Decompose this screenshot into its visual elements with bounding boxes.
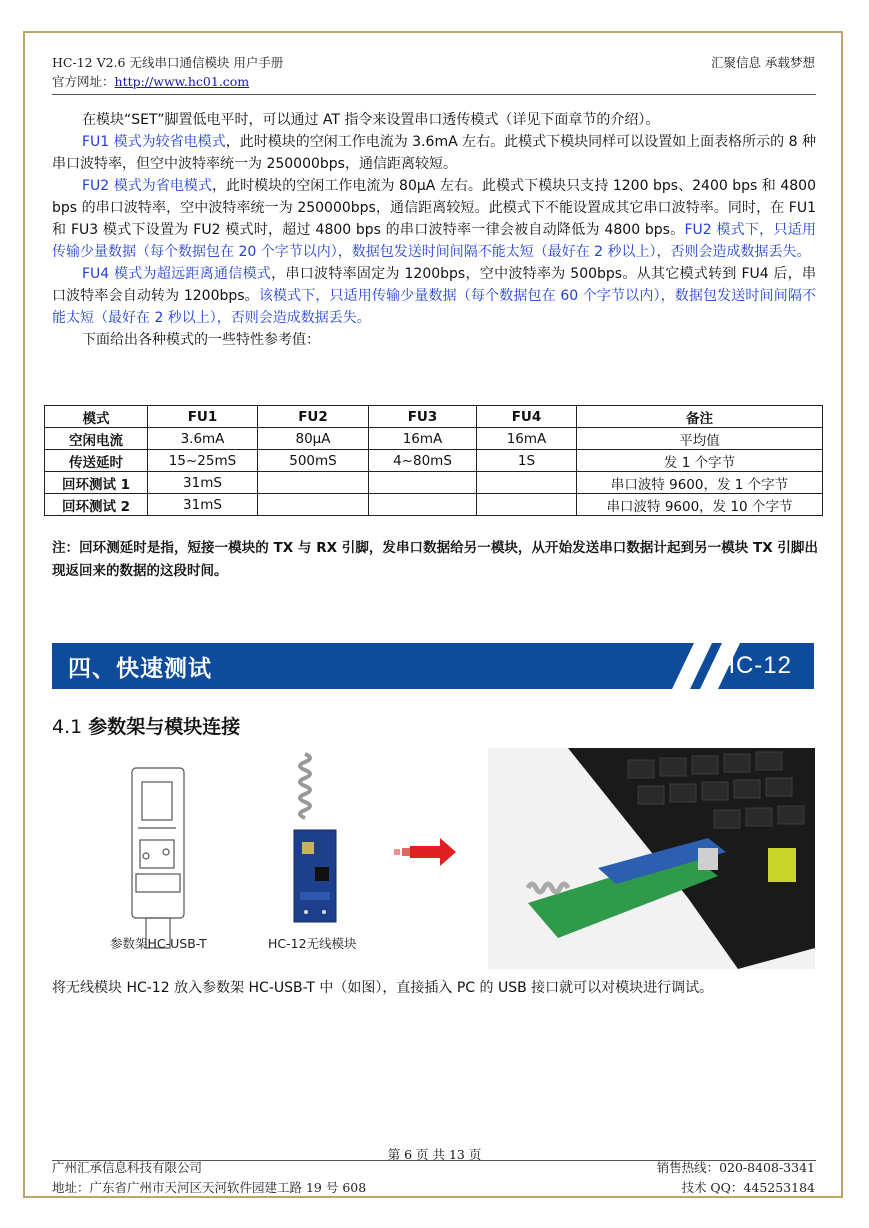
table-cell xyxy=(258,472,369,494)
fu2-highlight: FU2 模式为省电模式 xyxy=(82,178,212,194)
section-banner xyxy=(52,643,814,689)
paragraph-fu1 xyxy=(52,131,816,175)
header-divider xyxy=(52,94,816,95)
subsection-number: 4.1 xyxy=(52,716,83,738)
table-header: FU3 xyxy=(369,406,477,428)
site-label: 官方网址： xyxy=(52,74,115,89)
mode-spec-table xyxy=(44,405,823,516)
company-address: 地址：广东省广州市天河区天河软件园建工路 19 号 608 xyxy=(52,1180,367,1195)
table-cell: 回环测试 2 xyxy=(45,494,148,516)
figure-diagrams xyxy=(110,752,480,962)
laptop-photo xyxy=(488,748,815,969)
table-cell: 传送延时 xyxy=(45,450,148,472)
usb-adapter-drawing-icon xyxy=(110,752,480,962)
header-left xyxy=(52,53,283,91)
doc-title: HC-12 V2.6 无线串口通信模块 用户手册 xyxy=(52,55,284,70)
paragraph-set-pin: 在模块“SET”脚置低电平时，可以通过 AT 指令来设置串口透传模式（详见下面章节的介绍）。 xyxy=(82,112,660,128)
footer-left xyxy=(52,1158,366,1198)
table-cell xyxy=(258,494,369,516)
table-cell: 串口波特 9600，发 10 个字节 xyxy=(577,494,823,516)
paragraph-fu4 xyxy=(52,263,816,329)
table-cell: 500mS xyxy=(258,450,369,472)
table-header: 备注 xyxy=(577,406,823,428)
header-slogan: 汇聚信息 承载梦想 xyxy=(711,55,815,70)
page-number: 第 6 页 共 13 页 xyxy=(387,1147,482,1162)
table-cell: 空闲电流 xyxy=(45,428,148,450)
body-paragraphs xyxy=(52,109,816,351)
section-title: 四、快速测试 xyxy=(68,656,212,682)
table-header-row xyxy=(45,406,823,428)
caption-usb-adapter: 参数架HC-USB-T xyxy=(110,936,207,951)
subsection-heading xyxy=(52,712,240,739)
fu1-text: ，此时模块的空闲工作电流为 3.6mA 左右。此模式下模块同样可以设置如上面表格所示的 8 种串口波特率，但空中波特率统一为 250000bps，通信距离较短。 xyxy=(52,134,816,172)
red-arrow-icon xyxy=(394,838,456,866)
site-line xyxy=(52,72,283,91)
table-row xyxy=(45,428,823,450)
footer-right xyxy=(657,1158,815,1198)
table-header: FU4 xyxy=(477,406,577,428)
table-header: FU1 xyxy=(148,406,258,428)
table-cell: 4~80mS xyxy=(369,450,477,472)
table-cell: 31mS xyxy=(148,472,258,494)
table-cell: 15~25mS xyxy=(148,450,258,472)
table-cell xyxy=(477,472,577,494)
table-cell xyxy=(369,494,477,516)
table-cell xyxy=(369,472,477,494)
table-cell xyxy=(477,494,577,516)
table-header: 模式 xyxy=(45,406,148,428)
section-code: HC-12 xyxy=(717,652,792,679)
tech-qq: 技术 QQ：445253184 xyxy=(681,1180,815,1195)
paragraph-table-intro: 下面给出各种模式的一些特性参考值： xyxy=(82,332,320,348)
caption-hc12-module: HC-12无线模块 xyxy=(268,936,357,951)
table-row xyxy=(45,450,823,472)
insert-instruction: 将无线模块 HC-12 放入参数架 HC-USB-T 中（如图），直接插入 PC 的 USB 接口就可以对模块进行调试。 xyxy=(52,980,714,996)
site-link[interactable]: http://www.hc01.com xyxy=(114,74,250,89)
table-cell: 16mA xyxy=(369,428,477,450)
table-cell: 回环测试 1 xyxy=(45,472,148,494)
table-cell: 串口波特 9600，发 1 个字节 xyxy=(577,472,823,494)
sales-hotline: 销售热线：020-8408-3341 xyxy=(656,1160,815,1175)
subsection-title: 参数架与模块连接 xyxy=(88,716,241,738)
laptop-usb-photo-icon xyxy=(488,748,815,969)
table-cell: 3.6mA xyxy=(148,428,258,450)
fu2-text: ，此时模块的空闲工作电流为 80μA 左右。此模式下模块只支持 1200 bps、2400 bps 和 4800 bps 的串口波特率，空中波特率统一为 250000bps，通信距离较短。此模式下不能设置成其它串口波特率。同时，在 FU1 和 FU3 模式下设置为 FU2 模式时，超过 4800 bps 的串口波特率一律会被自动降低为 4800 bps。 xyxy=(52,178,816,238)
hc12-module-icon xyxy=(294,754,336,922)
table-cell: 80μA xyxy=(258,428,369,450)
table-cell: 平均值 xyxy=(577,428,823,450)
fu2-warning: FU2 模式下，只适用传输少量数据（每个数据包在 20 个字节以内），数据包发送时间间隔不能太短（最好在 2 秒以上），否则会造成数据丢失。 xyxy=(52,222,816,260)
fu4-highlight: FU4 模式为超远距离通信模式 xyxy=(82,266,272,282)
table-cell: 发 1 个字节 xyxy=(577,450,823,472)
loopback-note: 注：回环测延时是指，短接一模块的 TX 与 RX 引脚，发串口数据给另一模块，从开始发送串口数据计起到另一模块 TX 引脚出现返回来的数据的这段时间。 xyxy=(52,540,818,579)
table-cell: 16mA xyxy=(477,428,577,450)
fu4-warning: 该模式下，只适用传输少量数据（每个数据包在 60 个字节以内），数据包发送时间间隔不能太短（最好在 2 秒以上），否则会造成数据丢失。 xyxy=(52,288,816,326)
table-row xyxy=(45,472,823,494)
table-cell: 31mS xyxy=(148,494,258,516)
table-header: FU2 xyxy=(258,406,369,428)
table-row xyxy=(45,494,823,516)
company-name: 广州汇承信息科技有限公司 xyxy=(52,1160,203,1175)
table-cell: 1S xyxy=(477,450,577,472)
fu4-text: ，串口波特率固定为 1200bps，空中波特率为 500bps。从其它模式转到 FU4 后，串口波特率会自动转为 1200bps。 xyxy=(52,266,816,304)
fu1-highlight: FU1 模式为较省电模式 xyxy=(82,134,226,150)
paragraph-fu2 xyxy=(52,175,816,263)
